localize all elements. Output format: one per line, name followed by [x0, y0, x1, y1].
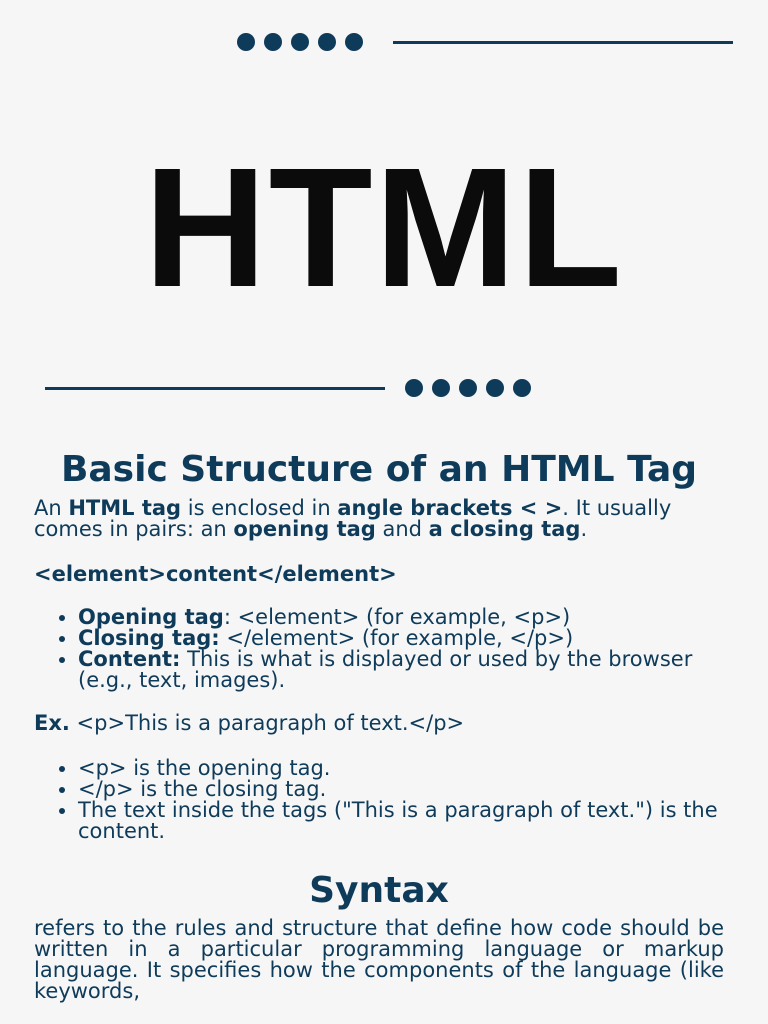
- list-item: • The text inside the tags ("This is a paragraph of text.") is the content.: [78, 800, 724, 842]
- example-points-list: [34, 758, 724, 842]
- list-item: [78, 649, 724, 691]
- item-label: Opening tag: [78, 605, 224, 629]
- intro-text: .: [580, 517, 588, 541]
- intro-text: . It usually comes in pairs: an: [34, 496, 672, 541]
- item-sep: :: [223, 605, 238, 629]
- page-title: HTML: [143, 133, 625, 323]
- item-text: <element> (for example, <p>): [237, 605, 571, 629]
- intro-bold: angle brackets < >: [337, 496, 563, 520]
- intro-bold: HTML tag: [68, 496, 182, 520]
- divider-line: [393, 41, 733, 44]
- intro-bold: opening tag: [233, 517, 376, 541]
- dot: [486, 379, 504, 397]
- example-text: <p>This is a paragraph of text.</p>: [69, 711, 465, 735]
- syntax-example: <element>content</element>: [34, 562, 397, 586]
- item-text: This is what is displayed or used by the browser (e.g., text, images).: [78, 647, 693, 692]
- list-item: [78, 628, 724, 649]
- section-heading: Basic Structure of an HTML Tag: [60, 449, 698, 490]
- main-content: [34, 445, 724, 1002]
- dot: [318, 33, 336, 51]
- tag-parts-list: [34, 607, 724, 691]
- dots-decoration: [405, 379, 531, 397]
- divider-line: [45, 387, 385, 390]
- dots-decoration: [237, 33, 363, 51]
- list-item: • </p> is the closing tag.: [78, 779, 724, 800]
- item-label: Closing tag:: [78, 626, 220, 650]
- dot: [405, 379, 423, 397]
- intro-text: and: [375, 517, 429, 541]
- intro-text: An: [34, 496, 69, 520]
- item-text: </element> (for example, </p>): [226, 626, 574, 650]
- dot: [264, 33, 282, 51]
- bottom-divider: [45, 379, 531, 397]
- dot: [345, 33, 363, 51]
- item-label: Content:: [78, 647, 181, 671]
- dot: [513, 379, 531, 397]
- list-item: [78, 607, 724, 628]
- top-divider: [237, 33, 733, 51]
- intro-text: is enclosed in: [181, 496, 338, 520]
- dot: [237, 33, 255, 51]
- dot: [291, 33, 309, 51]
- syntax-definition: refers to the rules and structure that define how code should be written in a particular programming language or markup language. It specifies how the components of the language (like keywords,: [34, 916, 724, 1003]
- dot: [432, 379, 450, 397]
- example-label: Ex.: [34, 711, 70, 735]
- dot: [459, 379, 477, 397]
- list-item: • <p> is the opening tag.: [78, 758, 724, 779]
- section-heading: Syntax: [309, 870, 449, 911]
- intro-paragraph: [34, 498, 724, 540]
- intro-bold: a closing tag: [428, 517, 581, 541]
- example-paragraph: [34, 713, 724, 734]
